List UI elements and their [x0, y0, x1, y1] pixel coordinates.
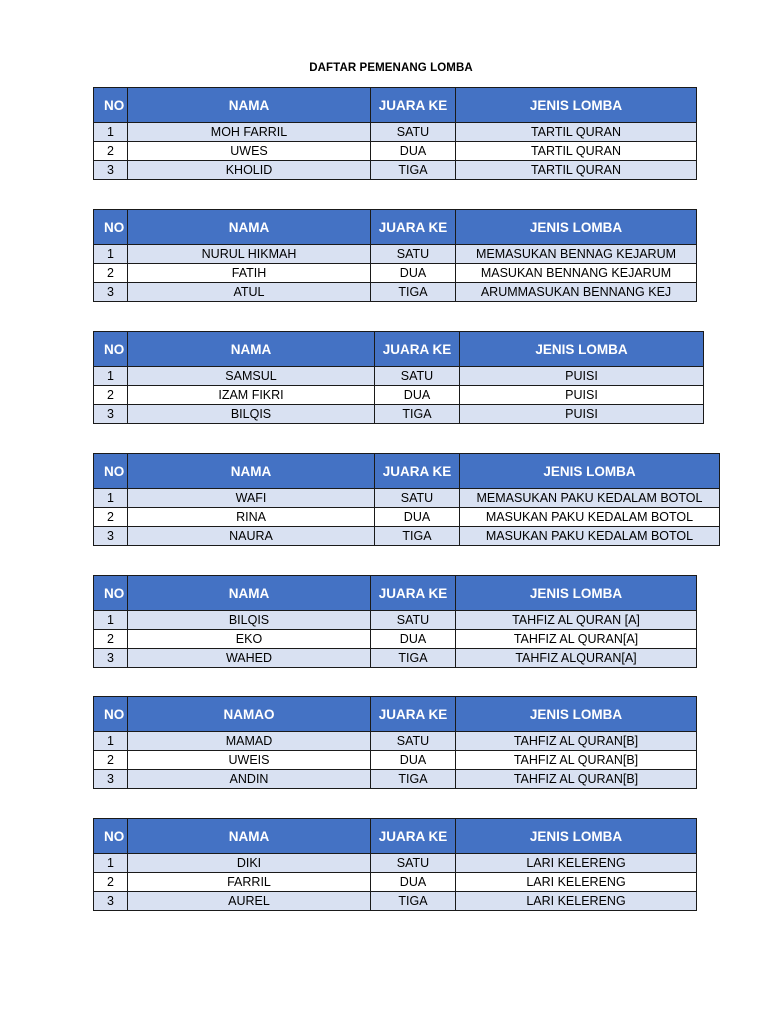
cell-jenis-lomba: TARTIL QURAN [456, 161, 697, 180]
cell-nama: BILQIS [128, 405, 375, 424]
winners-table [93, 818, 697, 911]
cell-nama: RINA [128, 508, 375, 527]
table-row [94, 892, 697, 911]
table-row [94, 649, 697, 668]
cell-juara-ke: TIGA [371, 892, 456, 911]
cell-nama: MOH FARRIL [128, 123, 371, 142]
cell-juara-ke: DUA [375, 386, 460, 405]
cell-no: 1 [94, 245, 128, 264]
header-jenis-lomba: JENIS LOMBA [456, 210, 697, 245]
table-row [94, 770, 697, 789]
winners-table [93, 87, 697, 180]
header-juara-ke: JUARA KE [371, 576, 456, 611]
table-row [94, 611, 697, 630]
header-no: NO [94, 88, 128, 123]
table-header-row [94, 332, 704, 367]
table-row [94, 489, 720, 508]
cell-nama: MAMAD [128, 732, 371, 751]
cell-no: 3 [94, 283, 128, 302]
cell-jenis-lomba: PUISI [460, 386, 704, 405]
header-nama: NAMAO [128, 697, 371, 732]
cell-juara-ke: SATU [371, 123, 456, 142]
table-row [94, 630, 697, 649]
header-no: NO [94, 210, 128, 245]
header-no: NO [94, 332, 128, 367]
winners-table [93, 696, 697, 789]
cell-juara-ke: DUA [371, 630, 456, 649]
cell-juara-ke: SATU [371, 854, 456, 873]
cell-jenis-lomba: PUISI [460, 405, 704, 424]
cell-jenis-lomba: TAHFIZ ALQURAN[A] [456, 649, 697, 668]
table-row [94, 264, 697, 283]
cell-juara-ke: DUA [375, 508, 460, 527]
header-jenis-lomba: JENIS LOMBA [456, 819, 697, 854]
cell-nama: UWES [128, 142, 371, 161]
table-row [94, 367, 704, 386]
cell-jenis-lomba: MASUKAN PAKU KEDALAM BOTOL [460, 527, 720, 546]
cell-jenis-lomba: TAHFIZ AL QURAN[A] [456, 630, 697, 649]
header-juara-ke: JUARA KE [371, 697, 456, 732]
cell-jenis-lomba: TAHFIZ AL QURAN [A] [456, 611, 697, 630]
cell-juara-ke: DUA [371, 751, 456, 770]
winners-table [93, 331, 704, 424]
cell-no: 1 [94, 854, 128, 873]
cell-no: 3 [94, 892, 128, 911]
table-row [94, 123, 697, 142]
table-row [94, 405, 704, 424]
cell-jenis-lomba: TARTIL QURAN [456, 123, 697, 142]
winners-table [93, 453, 720, 546]
cell-no: 1 [94, 123, 128, 142]
page-title: DAFTAR PEMENANG LOMBA [309, 62, 473, 74]
cell-jenis-lomba: LARI KELERENG [456, 873, 697, 892]
header-jenis-lomba: JENIS LOMBA [460, 332, 704, 367]
cell-nama: EKO [128, 630, 371, 649]
header-jenis-lomba: JENIS LOMBA [456, 697, 697, 732]
cell-jenis-lomba: TAHFIZ AL QURAN[B] [456, 732, 697, 751]
cell-no: 1 [94, 611, 128, 630]
cell-nama: NAURA [128, 527, 375, 546]
header-nama: NAMA [128, 88, 371, 123]
cell-nama: KHOLID [128, 161, 371, 180]
cell-no: 2 [94, 264, 128, 283]
winners-table [93, 575, 697, 668]
cell-nama: SAMSUL [128, 367, 375, 386]
header-jenis-lomba: JENIS LOMBA [460, 454, 720, 489]
table-row [94, 245, 697, 264]
cell-no: 2 [94, 630, 128, 649]
cell-no: 1 [94, 367, 128, 386]
table-row [94, 161, 697, 180]
cell-no: 2 [94, 508, 128, 527]
cell-juara-ke: SATU [371, 611, 456, 630]
cell-jenis-lomba: MASUKAN PAKU KEDALAM BOTOL [460, 508, 720, 527]
table-row [94, 732, 697, 751]
cell-nama: AUREL [128, 892, 371, 911]
cell-juara-ke: TIGA [371, 770, 456, 789]
table-row [94, 854, 697, 873]
header-no: NO [94, 819, 128, 854]
cell-jenis-lomba: MASUKAN BENNANG KEJARUM [456, 264, 697, 283]
cell-jenis-lomba: LARI KELERENG [456, 854, 697, 873]
cell-nama: BILQIS [128, 611, 371, 630]
header-jenis-lomba: JENIS LOMBA [456, 576, 697, 611]
cell-no: 2 [94, 873, 128, 892]
header-jenis-lomba: JENIS LOMBA [456, 88, 697, 123]
header-juara-ke: JUARA KE [371, 819, 456, 854]
cell-jenis-lomba: ARUMMASUKAN BENNANG KEJ [456, 283, 697, 302]
table-header-row [94, 210, 697, 245]
cell-juara-ke: DUA [371, 264, 456, 283]
cell-no: 2 [94, 751, 128, 770]
cell-nama: WAFI [128, 489, 375, 508]
cell-juara-ke: SATU [371, 245, 456, 264]
cell-jenis-lomba: MEMASUKAN BENNAG KEJARUM [456, 245, 697, 264]
cell-nama: FARRIL [128, 873, 371, 892]
header-juara-ke: JUARA KE [371, 88, 456, 123]
cell-no: 3 [94, 405, 128, 424]
cell-nama: WAHED [128, 649, 371, 668]
cell-nama: ATUL [128, 283, 371, 302]
cell-nama: DIKI [128, 854, 371, 873]
header-nama: NAMA [128, 210, 371, 245]
cell-no: 1 [94, 489, 128, 508]
table-header-row [94, 819, 697, 854]
cell-no: 3 [94, 161, 128, 180]
cell-nama: UWEIS [128, 751, 371, 770]
table-row [94, 508, 720, 527]
cell-juara-ke: TIGA [371, 161, 456, 180]
header-juara-ke: JUARA KE [375, 454, 460, 489]
cell-juara-ke: TIGA [375, 405, 460, 424]
cell-nama: IZAM FIKRI [128, 386, 375, 405]
table-header-row [94, 697, 697, 732]
header-no: NO [94, 454, 128, 489]
cell-juara-ke: TIGA [371, 649, 456, 668]
cell-juara-ke: TIGA [375, 527, 460, 546]
header-nama: NAMA [128, 454, 375, 489]
table-header-row [94, 88, 697, 123]
cell-jenis-lomba: TAHFIZ AL QURAN[B] [456, 751, 697, 770]
cell-juara-ke: TIGA [371, 283, 456, 302]
cell-juara-ke: SATU [375, 367, 460, 386]
cell-jenis-lomba: TAHFIZ AL QURAN[B] [456, 770, 697, 789]
cell-juara-ke: SATU [375, 489, 460, 508]
table-header-row [94, 454, 720, 489]
header-nama: NAMA [128, 819, 371, 854]
table-row [94, 142, 697, 161]
header-juara-ke: JUARA KE [371, 210, 456, 245]
cell-jenis-lomba: MEMASUKAN PAKU KEDALAM BOTOL [460, 489, 720, 508]
header-no: NO [94, 576, 128, 611]
cell-no: 3 [94, 649, 128, 668]
table-row [94, 873, 697, 892]
cell-juara-ke: SATU [371, 732, 456, 751]
header-nama: NAMA [128, 332, 375, 367]
header-nama: NAMA [128, 576, 371, 611]
table-row [94, 386, 704, 405]
cell-nama: FATIH [128, 264, 371, 283]
cell-no: 1 [94, 732, 128, 751]
cell-nama: ANDIN [128, 770, 371, 789]
cell-jenis-lomba: LARI KELERENG [456, 892, 697, 911]
winners-table [93, 209, 697, 302]
cell-no: 3 [94, 770, 128, 789]
cell-no: 2 [94, 142, 128, 161]
cell-no: 3 [94, 527, 128, 546]
table-row [94, 751, 697, 770]
cell-nama: NURUL HIKMAH [128, 245, 371, 264]
table-row [94, 283, 697, 302]
cell-juara-ke: DUA [371, 142, 456, 161]
cell-jenis-lomba: TARTIL QURAN [456, 142, 697, 161]
cell-no: 2 [94, 386, 128, 405]
table-header-row [94, 576, 697, 611]
table-row [94, 527, 720, 546]
header-no: NO [94, 697, 128, 732]
header-juara-ke: JUARA KE [375, 332, 460, 367]
cell-jenis-lomba: PUISI [460, 367, 704, 386]
cell-juara-ke: DUA [371, 873, 456, 892]
